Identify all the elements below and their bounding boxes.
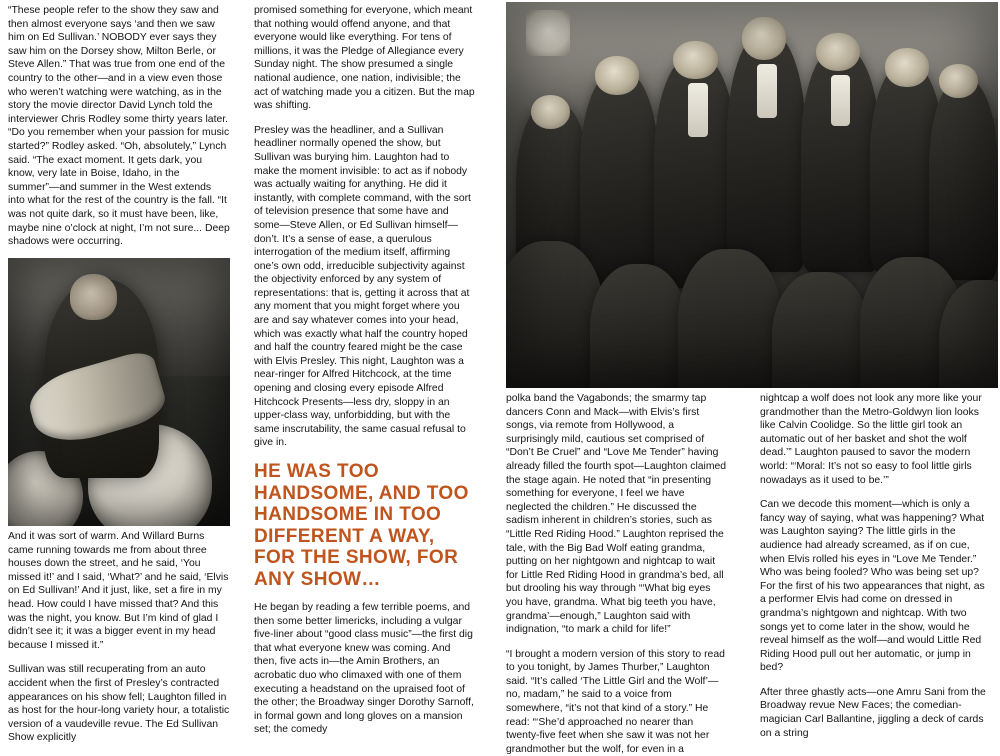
paragraph: He began by reading a few terrible poems, and then some better limericks, including a vulgar five-liner about “good class music”—the first dig that what everyone knew was coming. And then, five acts in—the Amin Brothers, an acrobatic duo who climaxed with one of them executing a headstand on the upraised foot of the other; the Broadway singer Dorothy Sarnoff, in formal gown and long gloves on a mansion set; the comedy (254, 602, 474, 736)
column-one-top (8, 4, 230, 249)
paragraph: After three ghastly acts—one Amru Sani from the Broadway revue New Faces; the comedian-magician Carl Ballantine, jiggling a deck of cards on a string (760, 686, 986, 739)
photo-vignette (8, 258, 230, 526)
paragraph: “I brought a modern version of this story to read to you tonight, by James Thurber,” Laughton said. “It’s called ‘The Little Girl and the Wolf’—no, madam,” he said to a voice from somewhere, “it’s not that kind of a story.” He read: “‘She’d approached no nearer than twenty-five feet when she saw it was not her grandmother but the wolf, for even in a (506, 648, 725, 755)
paragraph: Can we decode this moment—which is only a fancy way of saying, what was happening? What was Laughton saying? The little girls in the audience had already screamed, as if on cue, when Elvis rolled his eyes in “Love Me Tender.” Who was being fooled? Who was being set up? For the first of his two appearances that night, as a performer Elvis had come on dressed in grandma’s nightgown and nightcap. With two songs yet to come later in the show, would he reveal himself as the wolf—and would Little Red Riding Hood pull out her automatic, or jump in bed? (760, 499, 985, 674)
paragraph: Presley was the headliner, and a Sullivan headliner normally opened the show, but Sullivan was burying him. Laughton had to make the moment invisible: to act as if nobody was actually waiting for anything. He did it instantly, with complete command, with the sort of television presence that some have and some—Steve Allen, or Ed Sullivan himself—don’t. It’s a sense of ease, a querulous interrogation of the medium itself, affirming one’s own odd, irreducible subjectivity against the objectivity enforced by any system of representations: that is, getting it across that at any moment that you might forget where you are and say whatever comes into your head, which was exactly what half the country hoped and half the country feared might be the case with Elvis Presley. This night, Laughton was a near-ringer for Alfred Hitchcock, at the time opening and closing every episode Alfred Hitchcock Presents—less dry, sloppy in an upper-class way, unforbidding, but with the same inscrutability, the same casual refusal to give in. (254, 124, 471, 449)
column-two (254, 4, 476, 737)
paragraph: Sullivan was still recuperating from an auto accident when the first of Presley’s contracted appearances on his show fell; Laughton filled in as host for the hour-long variety hour, a totalistic version of a vaudeville revue. The Ed Sullivan Show explicitly (8, 664, 230, 744)
photo-vignette (506, 2, 998, 388)
photo-guitarist (8, 258, 230, 526)
pull-quote: HE WAS TOO HANDSOME, AND TOO HANDSOME IN TOO DIFFERENT A WAY, FOR THE SHOW, FOR ANY SHOW… (254, 461, 469, 590)
paragraph: And it was sort of warm. And Willard Burns came running towards me from about three houses down the street, and he said, ‘You missed it!’ and I said, ‘What?’ and he said, ‘Elvis on Ed Sullivan!’ And it just, like, set a fire in my head. How could I have missed that? And this was the night, you know. But I’m kind of glad I didn’t see it; it was a bigger event in my head because I missed it.” (8, 531, 229, 651)
paragraph: nightcap a wolf does not look any more like your grandmother than the Metro-Goldwyn lion looks like Calvin Coolidge. So the little girl took an automatic out of her basket and shot the wolf dead.’” Laughton paused to savor the modern world: “‘Moral: It’s not so easy to fool little girls nowadays as it used to be.’” (760, 393, 982, 486)
column-one-bottom (8, 530, 230, 745)
paragraph: promised something for everyone, which meant that nothing would offend anyone, and that everyone would like everything. For tens of millions, it was the Pledge of Allegiance every Sunday night. The show presumed a single national audience, one nation, indivisible; the act of watching made you a citizen. But the map was shifting. (254, 5, 475, 112)
column-four (760, 392, 988, 740)
paragraph: polka band the Vagabonds; the smarmy tap dancers Conn and Mack—with Elvis’s first songs, via remote from Hollywood, a surprisingly mild, cautious set comprised of “Don’t Be Cruel” and “Love Me Tender” having already filled the fourth spot—Laughton claimed the stage again. He noted that “in presenting something for everyone, I feel we have neglected the children.” He discussed the sadism inherent in children’s stories, such as “Little Red Riding Hood.” Laughton reprised the tale, with the Big Bad Wolf eating grandma, putting on her nightgown and nightcap to wait for Little Red Riding Hood in grandma’s bed, all but drooling his way through “‘What big eyes you have, grandma. What big teeth you have, grandma’—enough,” Laughton said with indignation, “to mark a child for life!” (506, 393, 727, 636)
column-three (506, 392, 728, 756)
paragraph: “These people refer to the show they saw and then almost everyone says ‘and then we saw him on Ed Sullivan.’ NOBODY ever says they saw him on the Dorsey show, Milton Berle, or Steve Allen.” That was true from one end of the country to the other—and in a view even those who weren’t watching were watching, as in the story the movie director David Lynch told the interviewer Chris Rodley some thirty years later. “Do you remember when your passion for music started?” Rodley asked. “Oh, absolutely,” Lynch said. “The exact moment. It gets dark, you know, very late in Boise, Idaho, in the summer”—and summer in the West extends into what for the rest of the country is the fall. “It was not quite dark, so it must have been, like, maybe nine o’clock at night, I’m not sure... Deep shadows were occurring. (8, 5, 230, 248)
photo-crowd (506, 2, 998, 388)
